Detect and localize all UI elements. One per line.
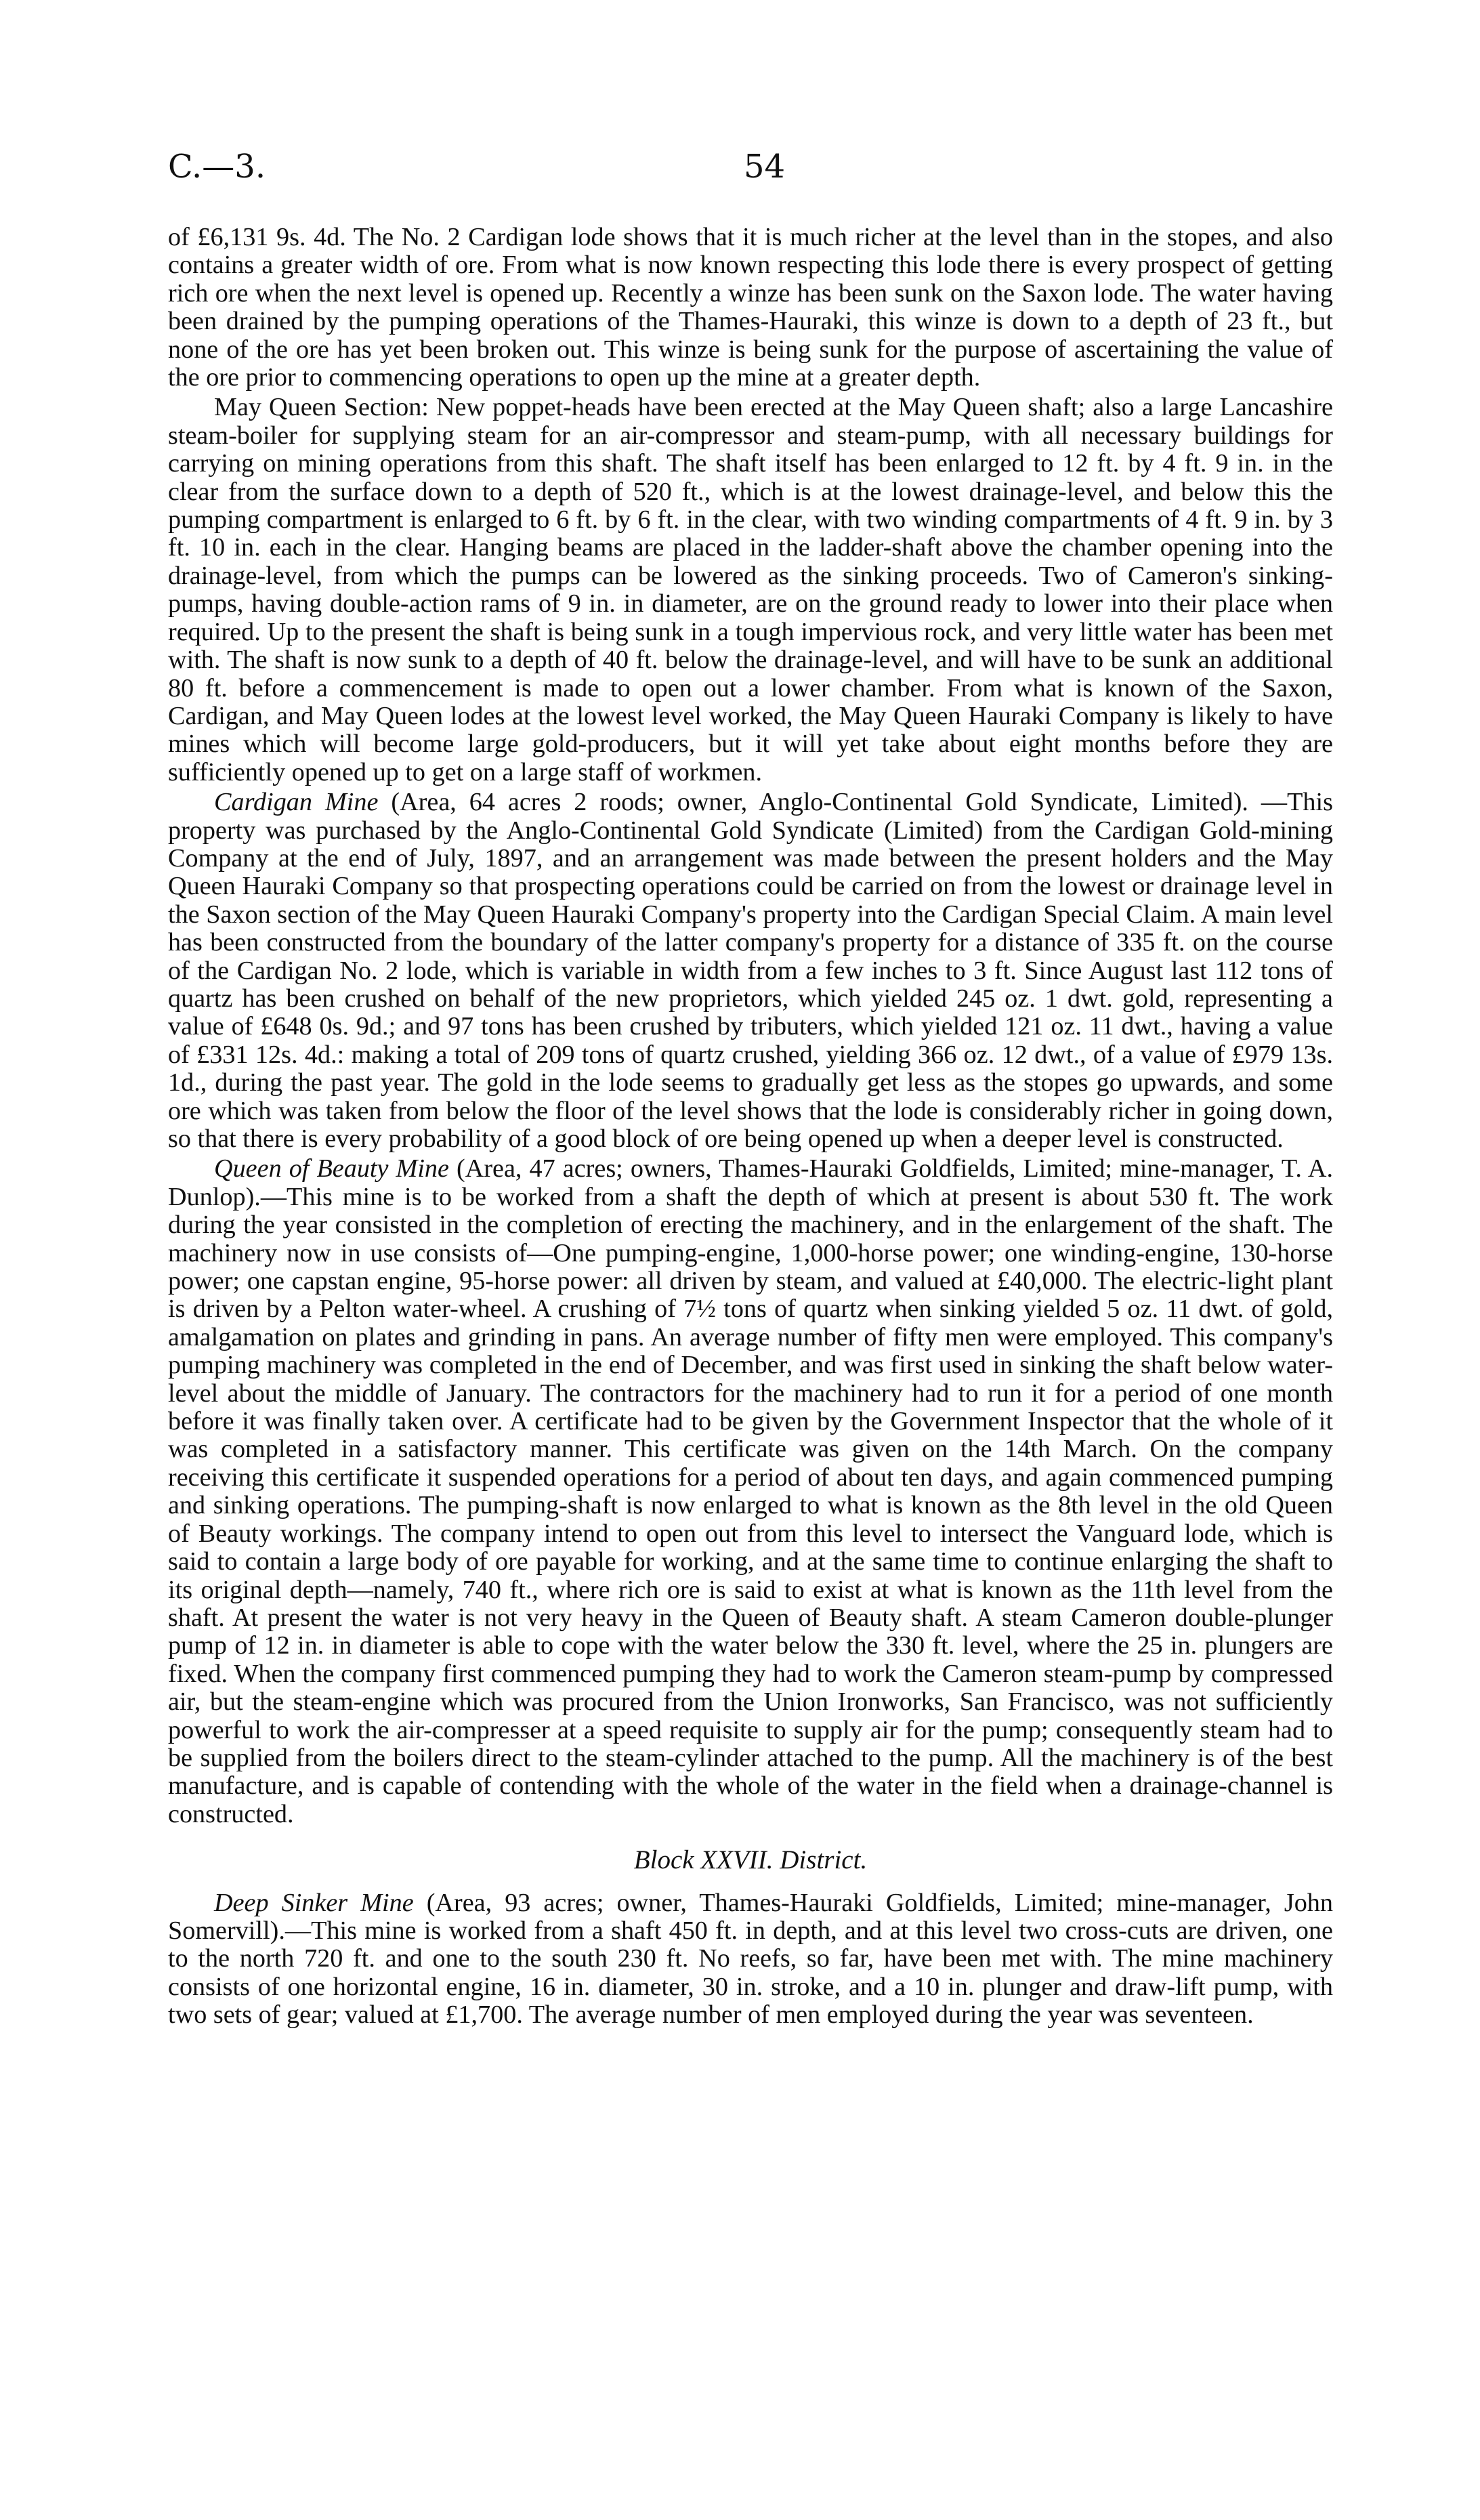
block-heading: Block XXVII. District.	[633, 1845, 868, 1875]
paragraph-continuation	[168, 224, 1333, 392]
page-header	[168, 148, 1333, 195]
paragraph-may-queen-section	[168, 394, 1333, 786]
mine-title: Queen of Beauty Mine	[214, 1154, 449, 1183]
page-number: 54	[744, 148, 786, 186]
paragraph-deep-sinker-mine	[168, 1889, 1333, 2030]
document-reference: C.—3.	[168, 148, 266, 186]
paragraph-queen-of-beauty-mine	[168, 1155, 1333, 1828]
mine-title: Deep Sinker Mine	[214, 1888, 414, 1917]
paragraph-text: of £6,131 9s. 4d. The No. 2 Cardigan lode shows that it is much richer at the level than in the stopes, and also contains a greater width of ore. From what is now known respecting this lode there is every prospect of getting rich ore when the next level is opened up. Recently a winze has been sunk on the Saxon lode. The water having been drained by the pumping operations of the Thames-Hauraki, this winze is down to a depth of 23 ft., but none of the ore has yet been broken out. This winze is being sunk for the purpose of ascertaining the value of the ore prior to commencing operations to open up the mine at a greater depth.	[168, 223, 1333, 392]
paragraph-text: May Queen Section: New poppet-heads have been erected at the May Queen shaft; also a large Lancashire steam-boiler for supplying steam for an air-compressor and steam-pump, with all necessary buildings for carrying on mining operations from this shaft. The shaft itself has been enlarged to 12 ft. by 4 ft. 9 in. in the clear from the surface down to a depth of 520 ft., which is at the lowest drainage-level, and below this the pumping compartment is enlarged to 6 ft. by 6 ft. in the clear, with two winding compartments of 4 ft. 9 in. by 3 ft. 10 in. each in the clear. Hanging beams are placed in the ladder-shaft above the chamber opening into the drainage-level, from which the pumps can be lowered as the sinking proceeds. Two of Cameron's sinking-pumps, having double-action rams of 9 in. in diameter, are on the ground ready to lower into their place when required. Up to the present the shaft is being sunk in a tough impervious rock, and very little water has been met with. The shaft is now sunk to a depth of 40 ft. below the drainage-level, and will have to be sunk an additional 80 ft. before a commencement is made to open out a lower chamber. From what is known of the Saxon, Cardigan, and May Queen lodes at the lowest level worked, the May Queen Hauraki Company is likely to have mines which will become large gold-producers, but it will yet take about eight months before they are sufficiently opened up to get on a large staff of workmen.	[168, 393, 1333, 786]
paragraph-cardigan-mine	[168, 789, 1333, 1153]
paragraph-text: (Area, 93 acres; owner, Thames-Hauraki Goldfields, Limited; mine-manager, John Somervill).—This mine is worked from a shaft 450 ft. in depth, and at this level two cross-cuts are driven, one to the north 720 ft. and one to the south 230 ft. No reefs, so far, have been met with. The mine machinery consists of one horizontal engine, 16 in. diameter, 30 in. stroke, and a 10 in. plunger and draw-lift pump, with two sets of gear; valued at £1,700. The average number of men employed during the year was seventeen.	[168, 1888, 1333, 2030]
document-body	[168, 224, 1333, 2032]
mine-title: Cardigan Mine	[214, 788, 379, 817]
paragraph-text: (Area, 64 acres 2 roods; owner, Anglo-Continental Gold Syndicate, Limited). —This property was purchased by the Anglo-Continental Gold Syndicate (Limited) from the Cardigan Gold-mining Company at the end of July, 1897, and an arrangement was made between the present holders and the May Queen Hauraki Company so that prospecting operations could be carried on from the lowest or drainage level in the Saxon section of the May Queen Hauraki Company's property into the Cardigan Special Claim. A main level has been constructed from the boundary of the latter company's property for a distance of 335 ft. on the course of the Cardigan No. 2 lode, which is variable in width from a few inches to 3 ft. Since August last 112 tons of quartz has been crushed on behalf of the new proprietors, which yielded 245 oz. 1 dwt. gold, representing a value of £648 0s. 9d.; and 97 tons has been crushed by tributers, which yielded 121 oz. 11 dwt., having a value of £331 12s. 4d.: making a total of 209 tons of quartz crushed, yielding 366 oz. 12 dwt., of a value of £979 13s. 1d., during the past year. The gold in the lode seems to gradually get less as the stopes go upwards, and some ore which was taken from below the floor of the level shows that the lode is considerably richer in going down, so that there is every probability of a good block of ore being opened up when a deeper level is constructed.	[168, 788, 1333, 1153]
paragraph-text: (Area, 47 acres; owners, Thames-Hauraki Goldfields, Limited; mine-manager, T. A. Dunlop).—This mine is to be worked from a shaft the depth of which at present is about 530 ft. The work during the year consisted in the completion of erecting the machinery, and in the enlargement of the shaft. The machinery now in use consists of—One pumping-engine, 1,000-horse power; one winding-engine, 130-horse power; one capstan engine, 95-horse power: all driven by steam, and valued at £40,000. The electric-light plant is driven by a Pelton water-wheel. A crushing of 7½ tons of quartz when sinking yielded 5 oz. 11 dwt. of gold, amalgamation on plates and grinding in pans. An average number of fifty men were employed. This company's pumping machinery was completed in the end of December, and was first used in sinking the shaft below water-level about the middle of January. The contractors for the machinery had to run it for a period of one month before it was finally taken over. A certificate had to be given by the Government Inspector that the whole of it was completed in a satisfactory manner. This certificate was given on the 14th March. On the company receiving this certificate it suspended operations for a period of about ten days, and again commenced pumping and sinking operations. The pumping-shaft is now enlarged to what is known as the 8th level in the old Queen of Beauty workings. The company intend to open out from this level to intersect the Vanguard lode, which is said to contain a large body of ore payable for working, and at the same time to continue enlarging the shaft to its original depth—namely, 740 ft., where rich ore is said to exist at what is known as the 11th level from the shaft. At present the water is not very heavy in the Queen of Beauty shaft. A steam Cameron double-plunger pump of 12 in. in diameter is able to cope with the water below the 330 ft. level, where the 25 in. plungers are fixed. When the company first commenced pumping they had to work the Cameron steam-pump by compressed air, but the steam-engine which was procured from the Union Ironworks, San Francisco, was not sufficiently powerful to work the air-compresser at a speed requisite to supply air for the pump; consequently steam had to be supplied from the boilers direct to the steam-cylinder attached to the pump. All the machinery is of the best manufacture, and is capable of contending with the whole of the water in the field when a drainage-channel is constructed.	[168, 1154, 1333, 1828]
